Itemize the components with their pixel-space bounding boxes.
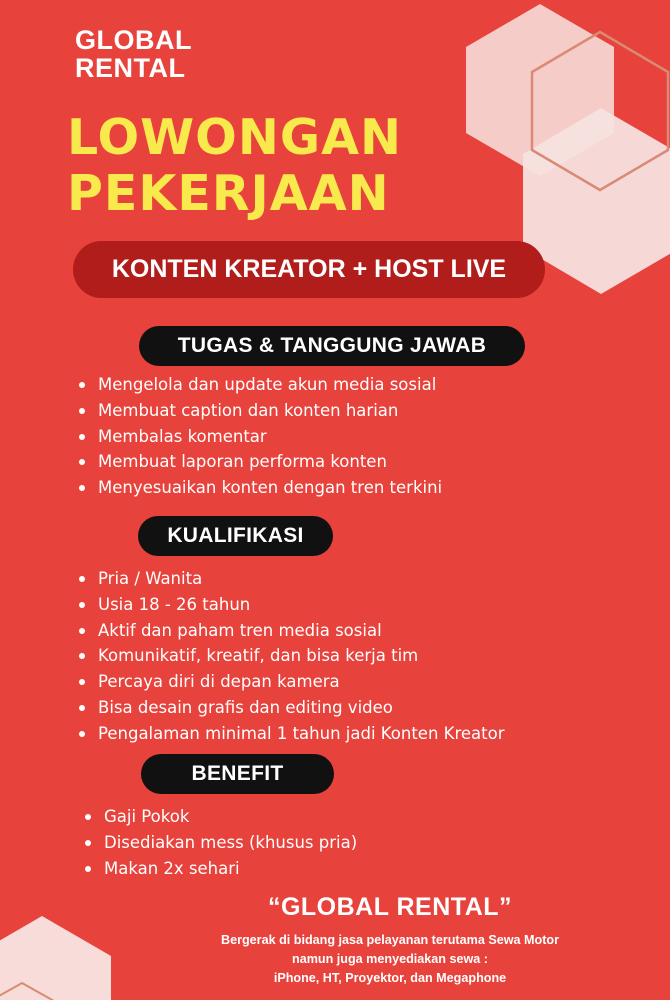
list-item: Gaji Pokok (82, 804, 357, 830)
headline-line-2: PEKERJAAN (67, 165, 390, 222)
duties-heading: TUGAS & TANGGUNG JAWAB (177, 334, 487, 357)
qualifications-heading-badge (138, 516, 333, 556)
qualifications-list (76, 566, 505, 747)
list-item: Aktif dan paham tren media sosial (76, 618, 505, 644)
list-item: Menyesuaikan konten dengan tren terkini (76, 475, 442, 501)
list-item: Komunikatif, kreatif, dan bisa kerja tim (76, 643, 505, 669)
list-item: Membuat laporan performa konten (76, 449, 442, 475)
list-item: Usia 18 - 26 tahun (76, 592, 505, 618)
list-item: Membuat caption dan konten harian (76, 398, 442, 424)
benefit-heading-badge (141, 754, 334, 794)
benefit-list (82, 804, 357, 881)
brand-line-1: GLOBAL (75, 25, 192, 55)
list-item: Pria / Wanita (76, 566, 505, 592)
duties-list (76, 372, 442, 501)
company-description (70, 931, 670, 988)
list-item: Membalas komentar (76, 424, 442, 450)
list-item: Mengelola dan update akun media sosial (76, 372, 442, 398)
position-title-badge (73, 241, 545, 298)
company-desc-line-1: Bergerak di bidang jasa pelayanan terutama Sewa Motor (220, 933, 560, 947)
list-item: Percaya diri di depan kamera (76, 669, 505, 695)
list-item: Makan 2x sehari (82, 856, 357, 882)
company-name: “GLOBAL RENTAL” (267, 893, 513, 921)
benefit-heading: BENEFIT (191, 762, 284, 785)
company-desc-line-3: iPhone, HT, Proyektor, dan Megaphone (273, 971, 507, 985)
list-item: Disediakan mess (khusus pria) (82, 830, 357, 856)
company-desc-line-2: namun juga menyediakan sewa : (292, 952, 488, 966)
position-title: KONTEN KREATOR + HOST LIVE (111, 255, 507, 283)
list-item: Bisa desain grafis dan editing video (76, 695, 505, 721)
duties-heading-badge (139, 326, 525, 366)
headline-line-1: LOWONGAN (67, 109, 402, 166)
brand-logo-text (75, 26, 192, 82)
list-item: Pengalaman minimal 1 tahun jadi Konten Kreator (76, 721, 505, 747)
headline (67, 110, 402, 222)
qualifications-heading: KUALIFIKASI (167, 524, 304, 547)
brand-line-2: RENTAL (75, 53, 186, 83)
